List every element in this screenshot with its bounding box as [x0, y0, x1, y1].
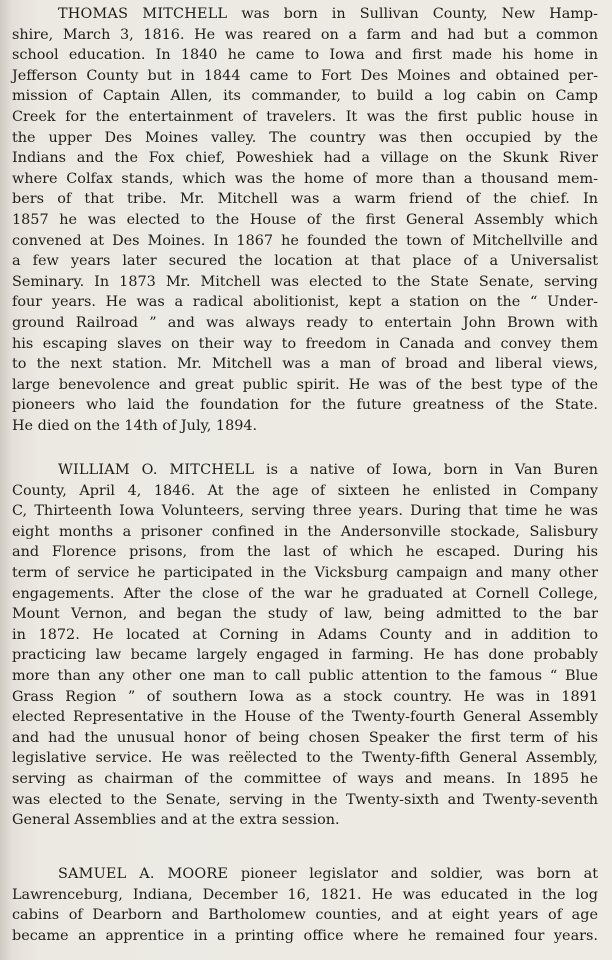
text-line: engagements. After the close of the war he graduated at Cornell College,: [12, 585, 598, 602]
text-line: shire, March 3, 1816. He was reared on a farm and had but a common: [12, 26, 598, 43]
text-line: [12, 460, 598, 481]
text-line: more than any other one man to call public attention to the famous “ Blue: [12, 667, 598, 684]
text-line: elected Representative in the House of the Twenty-fourth General Assembly: [12, 709, 598, 726]
text-line: term of service he participated in the Vicksburg campaign and many other: [12, 564, 598, 581]
text-line: C, Thirteenth Iowa Volunteers, serving three years. During that time he was: [12, 503, 598, 520]
text-line: school education. In 1840 he came to Iowa and first made his home in: [12, 47, 598, 64]
text-line: He died on the 14th of July, 1894.: [12, 417, 258, 434]
text-line: his escaping slaves on their way to freedom in Canada and convey them: [12, 335, 598, 352]
text-line: Grass Region ” of southern Iowa as a stock country. He was in 1891: [12, 688, 598, 705]
text-line: Lawrenceburg, Indiana, December 16, 1821. He was educated in the log: [12, 886, 598, 903]
text-line: 1857 he was elected to the House of the first General Assembly which: [12, 211, 598, 228]
text-line: bers of that tribe. Mr. Mitchell was a warm friend of the chief. In: [12, 191, 598, 208]
text-line: where Colfax stands, which was the home of more than a thousand mem-: [12, 170, 598, 187]
text-line: the upper Des Moines valley. The country was then occupied by the: [12, 129, 598, 146]
text-line-content: was born in Sullivan County, New Hamp-: [241, 6, 598, 22]
text-line: Creek for the entertainment of travelers. It was the first public house in: [12, 108, 598, 125]
text-line: cabins of Dearborn and Bartholomew counties, and at eight years of age: [12, 907, 598, 924]
person-name: SAMUEL A. MOORE: [58, 866, 229, 882]
text-line: eight months a prisoner confined in the Andersonville stockade, Salisbury: [12, 523, 598, 540]
text-line: a few years later secured the location at that place of a Universalist: [12, 253, 598, 270]
text-line: ground Railroad ” and was always ready to entertain John Brown with: [12, 314, 598, 331]
text-line: County, April 4, 1846. At the age of sixteen he enlisted in Company: [12, 482, 598, 499]
text-line: convened at Des Moines. In 1867 he founded the town of Mitchellville and: [12, 232, 598, 249]
person-name: WILLIAM O. MITCHELL: [58, 462, 255, 478]
text-line: legislative service. He was reëlected to the Twenty-fifth General Assembly,: [12, 750, 598, 767]
biography-samuel-a-moore: [12, 864, 598, 946]
text-line: large benevolence and great public spirit. He was of the best type of the: [12, 376, 598, 393]
person-name: THOMAS MITCHELL: [58, 6, 228, 22]
text-line: mission of Captain Allen, its commander, to build a log cabin on Camp: [12, 88, 598, 105]
biography-william-o-mitchell: [12, 460, 598, 831]
text-line-content: pioneer legislator and soldier, was born at: [240, 866, 598, 882]
text-line: became an apprentice in a printing office where he remained four years.: [12, 927, 598, 944]
text-line: to the next station. Mr. Mitchell was a man of broad and liberal views,: [12, 356, 598, 373]
text-line: Mount Vernon, and began the study of law, being admitted to the bar: [12, 606, 598, 623]
text-line-content: is a native of Iowa, born in Van Buren: [265, 462, 599, 478]
text-line: in 1872. He located at Corning in Adams County and in addition to: [12, 626, 598, 643]
text-line: Jefferson County but in 1844 came to Fort Des Moines and obtained per-: [12, 67, 598, 84]
text-line: pioneers who laid the foundation for the future greatness of the State.: [12, 397, 598, 414]
text-line: Seminary. In 1873 Mr. Mitchell was elected to the State Senate, serving: [12, 273, 598, 290]
text-line: and had the unusual honor of being chosen Speaker the first term of his: [12, 729, 598, 746]
text-line: four years. He was a radical abolitionist, kept a station on the “ Under-: [12, 294, 598, 311]
biography-thomas-mitchell: [12, 4, 598, 436]
text-line: [12, 864, 598, 885]
text-line: General Assemblies and at the extra session.: [12, 812, 340, 829]
text-line: practicing law became largely engaged in farming. He has done probably: [12, 647, 598, 664]
text-line: serving as chairman of the committee of ways and means. In 1895 he: [12, 770, 598, 787]
text-line: and Florence prisons, from the last of which he escaped. During his: [12, 544, 598, 561]
text-line: Indians and the Fox chief, Poweshiek had a village on the Skunk River: [12, 150, 598, 167]
text-line: was elected to the Senate, serving in the Twenty-sixth and Twenty-seventh: [12, 791, 598, 808]
text-line: [12, 4, 598, 25]
